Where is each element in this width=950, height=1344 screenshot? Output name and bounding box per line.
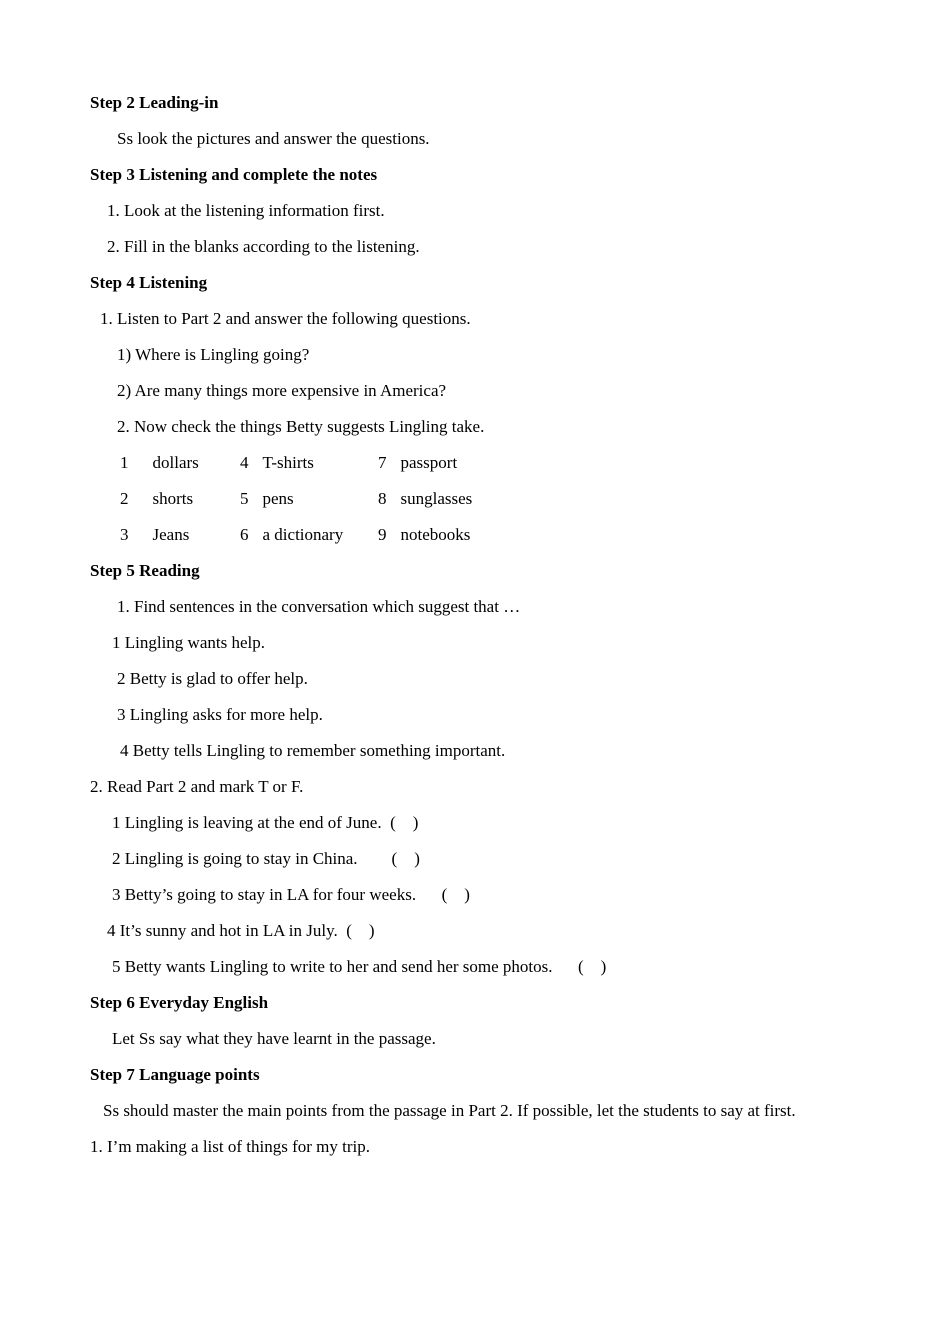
checklist-item-number: 4 xyxy=(240,453,249,472)
checklist-item xyxy=(120,481,240,517)
step7-point-1: 1. I’m making a list of things for my trip. xyxy=(90,1137,370,1156)
checklist-item-label: Jeans xyxy=(152,525,190,544)
checklist-item xyxy=(240,445,378,481)
checklist-item-number: 3 xyxy=(120,525,129,544)
checklist-item-number: 6 xyxy=(240,525,249,544)
checklist-item xyxy=(378,445,855,481)
things-checklist xyxy=(120,445,855,553)
checklist-item-number: 8 xyxy=(378,489,387,508)
checklist-row xyxy=(120,481,855,517)
checklist-item-label: notebooks xyxy=(400,525,471,544)
tf-item-1: 1 Lingling is leaving at the end of June. ( ) xyxy=(112,813,419,832)
suggest-item-2: 2 Betty is glad to offer help. xyxy=(117,669,308,688)
checklist-item xyxy=(240,481,378,517)
checklist-item-number: 5 xyxy=(240,489,249,508)
step3-item-1: 1. Look at the listening information first. xyxy=(107,201,385,220)
step2-heading: Step 2 Leading-in xyxy=(90,93,219,112)
tf-item-5: 5 Betty wants Lingling to write to her and send her some photos. ( ) xyxy=(112,957,607,976)
step6-heading: Step 6 Everyday English xyxy=(90,993,269,1012)
checklist-item xyxy=(378,517,855,553)
suggest-item-1: 1 Lingling wants help. xyxy=(112,633,265,652)
checklist-item xyxy=(378,481,855,517)
step4-question-1: 1) Where is Lingling going? xyxy=(117,345,310,364)
step6-note: Let Ss say what they have learnt in the passage. xyxy=(112,1029,436,1048)
checklist-item xyxy=(240,517,378,553)
suggest-item-4: 4 Betty tells Lingling to remember something important. xyxy=(120,741,506,760)
tf-item-2: 2 Lingling is going to stay in China. ( ) xyxy=(112,849,420,868)
checklist-item xyxy=(120,517,240,553)
step7-heading: Step 7 Language points xyxy=(90,1065,260,1084)
step5-task-1: 1. Find sentences in the conversation which suggest that … xyxy=(117,597,521,616)
step7-paragraph: Ss should master the main points from the passage in Part 2. If possible, let the students to say at first. xyxy=(103,1101,796,1120)
checklist-item xyxy=(120,445,240,481)
step4-item-1: 1. Listen to Part 2 and answer the following questions. xyxy=(100,309,471,328)
checklist-item-label: sunglasses xyxy=(400,489,473,508)
checklist-item-label: pens xyxy=(262,489,294,508)
step4-question-2: 2) Are many things more expensive in America? xyxy=(117,381,447,400)
tf-item-4: 4 It’s sunny and hot in LA in July. ( ) xyxy=(107,921,375,940)
step2-note: Ss look the pictures and answer the questions. xyxy=(117,129,430,148)
checklist-item-label: dollars xyxy=(152,453,199,472)
step4-item-2: 2. Now check the things Betty suggests Lingling take. xyxy=(117,417,485,436)
checklist-item-number: 1 xyxy=(120,453,129,472)
step5-heading: Step 5 Reading xyxy=(90,561,200,580)
tf-item-3: 3 Betty’s going to stay in LA for four weeks. ( ) xyxy=(112,885,470,904)
checklist-row xyxy=(120,445,855,481)
checklist-item-label: T-shirts xyxy=(262,453,314,472)
checklist-item-number: 7 xyxy=(378,453,387,472)
checklist-item-number: 2 xyxy=(120,489,129,508)
checklist-item-number: 9 xyxy=(378,525,387,544)
suggest-item-3: 3 Lingling asks for more help. xyxy=(117,705,323,724)
checklist-row xyxy=(120,517,855,553)
checklist-item-label: a dictionary xyxy=(262,525,344,544)
checklist-item-label: shorts xyxy=(152,489,194,508)
checklist-item-label: passport xyxy=(400,453,458,472)
step3-item-2: 2. Fill in the blanks according to the listening. xyxy=(107,237,420,256)
step4-heading: Step 4 Listening xyxy=(90,273,208,292)
step3-heading: Step 3 Listening and complete the notes xyxy=(90,165,378,184)
step5-task-2: 2. Read Part 2 and mark T or F. xyxy=(90,777,304,796)
